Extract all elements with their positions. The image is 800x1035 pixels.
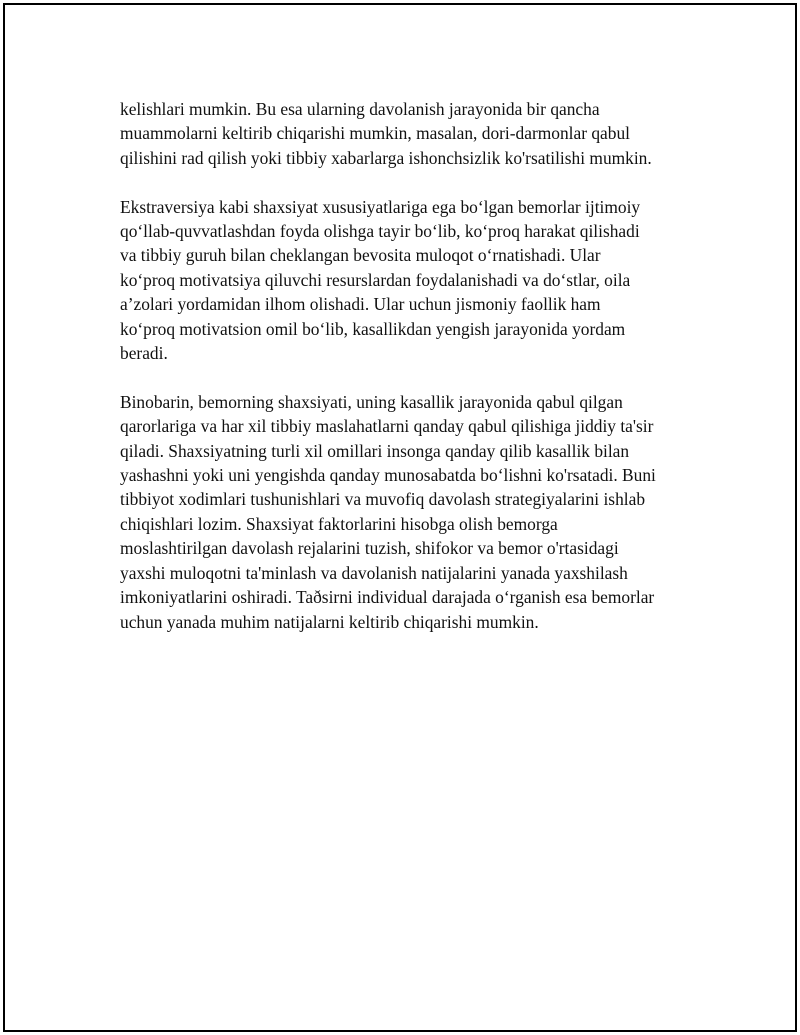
text-line: muammolarni keltirib chiqarishi mumkin, masalan, dori-darmonlar qabul <box>120 123 631 144</box>
text-line: ko‘proq motivatsiya qiluvchi resurslardan foydalanishadi va do‘stlar, oila <box>120 269 631 290</box>
text-line: qiladi. Shaxsiyatning turli xil omillari insonga qanday qilib kasallik bilan <box>120 440 630 461</box>
page-frame <box>3 3 797 1032</box>
document-body <box>120 97 700 658</box>
text-line: a’zolari yordamidan ilhom olishadi. Ular uchun jismoniy faollik ham <box>120 294 601 315</box>
paragraph-3 <box>120 390 700 634</box>
text-line: kelishlari mumkin. Bu esa ularning davolanish jarayonida bir qancha <box>120 99 600 119</box>
text-line: yashashni yoki uni yengishda qanday munosabatda bo‘lishni ko'rsatadi. Buni <box>120 465 656 486</box>
text-line: chiqishlari lozim. Shaxsiyat faktorlarini hisobga olish bemorga <box>120 513 558 534</box>
text-line: Ekstraversiya kabi shaxsiyat xususiyatlariga ega bo‘lgan bemorlar ijtimoiy <box>120 196 641 217</box>
text-line: moslashtirilgan davolash rejalarini tuzish, shifokor va bemor o'rtasidagi <box>120 538 619 559</box>
text-line: tibbiyot xodimlari tushunishlari va muvofiq davolash strategiyalarini ishlab <box>120 489 646 510</box>
text-line: uchun yanada muhim natijalarni keltirib chiqarishi mumkin. <box>120 611 539 632</box>
text-line: qarorlariga va har xil tibbiy maslahatlarni qanday qabul qilishiga jiddiy ta'sir <box>120 416 654 437</box>
text-line: imkoniyatlarini oshiradi. Taðsirni individual darajada o‘rganish esa bemorlar <box>120 587 655 608</box>
text-line: Binobarin, bemorning shaxsiyati, uning kasallik jarayonida qabul qilgan <box>120 391 623 412</box>
text-line: va tibbiy guruh bilan cheklangan bevosita muloqot o‘rnatishadi. Ular <box>120 245 601 266</box>
text-line: qilishini rad qilish yoki tibbiy xabarlarga ishonchsizlik ko'rsatilishi mumkin. <box>120 147 652 168</box>
text-line: ko‘proq motivatsion omil bo‘lib, kasallikdan yengish jarayonida yordam <box>120 318 626 339</box>
text-line: yaxshi muloqotni ta'minlash va davolanish natijalarini yanada yaxshilash <box>120 562 628 583</box>
paragraph-2 <box>120 195 700 366</box>
text-line: beradi. <box>120 343 168 364</box>
text-line: qo‘llab-quvvatlashdan foyda olishga tayir bo‘lib, ko‘proq harakat qilishadi <box>120 221 640 242</box>
paragraph-1 <box>120 97 700 170</box>
